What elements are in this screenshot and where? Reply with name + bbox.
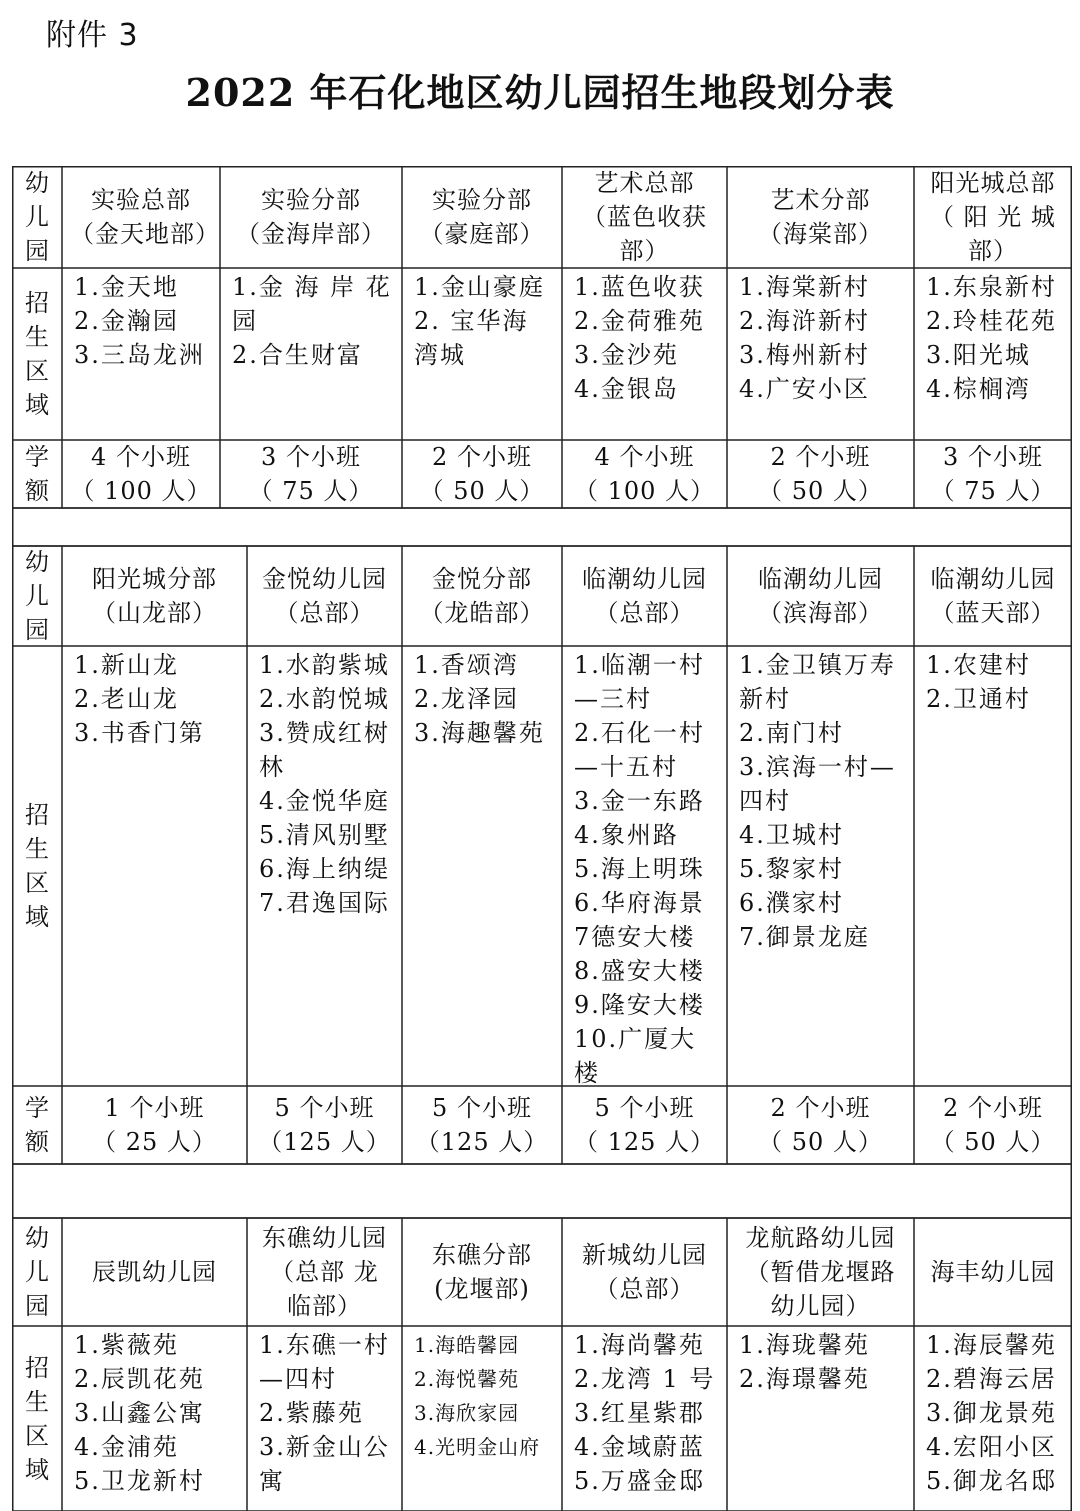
school-name-text: 辰凯幼儿园 xyxy=(92,1258,217,1286)
quota-text: （ 25 人） xyxy=(92,1128,217,1156)
area-list xyxy=(220,268,402,440)
label-area xyxy=(12,1326,62,1511)
area-item: 10.广厦大楼 xyxy=(574,1025,697,1086)
quota-text: （125 人） xyxy=(415,1128,549,1156)
quota-text: 4 个小班 xyxy=(91,443,191,471)
area-item: 2.海璟馨苑 xyxy=(739,1365,870,1393)
label-kindergarten xyxy=(12,1218,62,1326)
area-list xyxy=(727,1326,914,1511)
area-item: 4.金浦苑 xyxy=(74,1433,179,1461)
quota-text: （ 50 人） xyxy=(930,1128,1056,1156)
quota-cell xyxy=(62,1086,247,1164)
school-name-text: 阳光城分部 （山龙部） xyxy=(92,565,217,627)
area-list xyxy=(402,1326,562,1511)
area-item: 1.紫薇苑 xyxy=(74,1331,179,1359)
area-item: 1.金卫镇万寿新村 xyxy=(739,651,896,713)
area-item: 2.碧海云居 xyxy=(926,1365,1057,1393)
area-item: 1.新山龙 xyxy=(74,651,179,679)
area-item: 4.金域蔚蓝 xyxy=(574,1433,705,1461)
label-kindergarten xyxy=(12,546,62,646)
school-name xyxy=(562,546,727,646)
quota-text: 2 个小班 xyxy=(770,443,871,471)
quota-text: （ 75 人） xyxy=(930,477,1056,505)
area-item: 2.合生财富 xyxy=(232,341,363,369)
area-list xyxy=(62,646,247,1086)
area-item: 1.临潮一村—三村 xyxy=(574,651,705,713)
area-list xyxy=(727,268,914,440)
area-list xyxy=(402,268,562,440)
quota-text: （ 50 人） xyxy=(758,1128,883,1156)
area-item: 7.君逸国际 xyxy=(259,889,390,917)
area-item: 1.海辰馨苑 xyxy=(926,1331,1057,1359)
area-item: 2.水韵悦城 xyxy=(259,685,390,713)
quota-cell xyxy=(247,1086,402,1164)
area-item: 2.金瀚园 xyxy=(74,307,179,335)
label-quota xyxy=(12,440,62,508)
school-name-text: 实验分部 （豪庭部） xyxy=(419,186,545,248)
area-item: 5.卫龙新村 xyxy=(74,1467,205,1495)
school-name xyxy=(562,166,727,268)
quota-cell xyxy=(220,440,402,508)
area-item: 1.香颂湾 xyxy=(414,651,519,679)
area-list xyxy=(727,646,914,1086)
area-item: 2.老山龙 xyxy=(74,685,179,713)
area-list xyxy=(562,646,727,1086)
area-item: 3.滨海一村—四村 xyxy=(739,753,896,815)
area-item: 5.黎家村 xyxy=(739,855,844,883)
label-area xyxy=(12,646,62,1086)
area-list xyxy=(62,1326,247,1511)
area-item: 2. 宝华海湾城 xyxy=(414,307,529,369)
quota-text: 4 个小班 xyxy=(594,443,695,471)
school-name xyxy=(62,546,247,646)
label-area-text: 招生区域 xyxy=(24,801,49,931)
quota-cell xyxy=(727,1086,914,1164)
area-list xyxy=(914,646,1072,1086)
label-kindergarten-text: 幼儿园 xyxy=(24,548,49,644)
area-item: 8.盛安大楼 xyxy=(574,957,705,985)
enrollment-table xyxy=(12,166,1072,1511)
area-list xyxy=(62,268,220,440)
area-item: 2.辰凯花苑 xyxy=(74,1365,205,1393)
school-name-text: 海丰幼儿园 xyxy=(930,1258,1056,1286)
school-name-text: 实验分部 （金海岸部） xyxy=(236,186,386,248)
school-name-text: 实验总部 （金天地部） xyxy=(70,186,220,248)
school-name xyxy=(402,546,562,646)
quota-text: 5 个小班 xyxy=(594,1094,695,1122)
area-item: 6.濮家村 xyxy=(739,889,844,917)
quota-text: （125 人） xyxy=(258,1128,391,1156)
area-item: 1.金山豪庭 xyxy=(414,273,545,301)
school-name-text: 东礁分部 (龙堰部) xyxy=(432,1241,532,1303)
school-name-text: 临潮幼儿园 （总部） xyxy=(582,565,707,627)
school-name xyxy=(247,1218,402,1326)
area-item: 3.海趣馨苑 xyxy=(414,719,545,747)
area-item: 3.赞成红树林 xyxy=(259,719,390,781)
quota-text: 5 个小班 xyxy=(274,1094,375,1122)
area-item: 1.金 海 岸 花园 xyxy=(232,273,392,335)
label-quota-text: 学额 xyxy=(24,443,49,505)
area-item: 4.金悦华庭 xyxy=(259,787,390,815)
label-kindergarten-text: 幼儿园 xyxy=(24,169,49,265)
area-item: 4.金银岛 xyxy=(574,375,679,403)
quota-cell xyxy=(562,1086,727,1164)
area-item: 3.金沙苑 xyxy=(574,341,679,369)
area-item: 1.海皓馨园 xyxy=(414,1333,520,1357)
area-item: 2.紫藤苑 xyxy=(259,1399,364,1427)
school-name-text: 临潮幼儿园 （蓝天部） xyxy=(930,565,1056,627)
school-name xyxy=(727,546,914,646)
area-item: 9.隆安大楼 xyxy=(574,991,705,1019)
area-item: 7.御景龙庭 xyxy=(739,923,870,951)
label-area-text: 招生区域 xyxy=(24,1353,49,1484)
school-name xyxy=(220,166,402,268)
quota-text: 3 个小班 xyxy=(943,443,1043,471)
area-item: 3.海欣家园 xyxy=(414,1401,520,1425)
school-name xyxy=(62,1218,247,1326)
attachment-label: 附件 3 xyxy=(46,18,139,53)
school-name xyxy=(402,1218,562,1326)
area-list xyxy=(562,1326,727,1511)
school-name xyxy=(562,1218,727,1326)
area-item: 3.梅州新村 xyxy=(739,341,870,369)
area-item: 1.水韵紫城 xyxy=(259,651,390,679)
school-name-text: 东礁幼儿园 （总部 龙 临部） xyxy=(262,1224,387,1320)
area-item: 4.棕榈湾 xyxy=(926,375,1031,403)
area-item: 4.象州路 xyxy=(574,821,679,849)
area-item: 1.海棠新村 xyxy=(739,273,870,301)
area-item: 1.蓝色收获 xyxy=(574,273,705,301)
area-list xyxy=(247,646,402,1086)
quota-cell xyxy=(402,1086,562,1164)
quota-text: 2 个小班 xyxy=(432,443,532,471)
label-quota xyxy=(12,1086,62,1164)
area-item: 2.玲桂花苑 xyxy=(926,307,1057,335)
area-list xyxy=(914,1326,1072,1511)
area-item: 4.宏阳小区 xyxy=(926,1433,1057,1461)
area-item: 6.华府海景 xyxy=(574,889,705,917)
quota-text: （ 125 人） xyxy=(573,1128,716,1156)
label-kindergarten xyxy=(12,166,62,268)
school-name-text: 龙航路幼儿园 （暂借龙堰路 幼儿园） xyxy=(745,1224,896,1320)
area-item: 3.书香门第 xyxy=(74,719,205,747)
school-name-text: 阳光城总部 （ 阳 光 城 部） xyxy=(930,169,1056,265)
page-title: 2022 年石化地区幼儿园招生地段划分表 xyxy=(185,70,895,115)
area-list xyxy=(914,268,1072,440)
school-name xyxy=(914,546,1072,646)
area-item: 1.海尚馨苑 xyxy=(574,1331,705,1359)
area-item: 3.新金山公寓 xyxy=(259,1433,390,1495)
label-area-text: 招生区域 xyxy=(24,289,49,419)
school-name xyxy=(727,166,914,268)
label-area xyxy=(12,268,62,440)
area-item: 4.广安小区 xyxy=(739,375,870,403)
quota-cell xyxy=(562,440,727,508)
school-name xyxy=(914,1218,1072,1326)
area-item: 5.御龙名邸 xyxy=(926,1467,1057,1495)
school-name-text: 新城幼儿园 （总部） xyxy=(582,1241,707,1303)
quota-text: 2 个小班 xyxy=(943,1094,1043,1122)
school-name xyxy=(402,166,562,268)
school-name-text: 艺术分部 （海棠部） xyxy=(758,186,883,248)
quota-text: （ 50 人） xyxy=(758,477,883,505)
area-item: 3.三岛龙洲 xyxy=(74,341,205,369)
school-name xyxy=(727,1218,914,1326)
quota-cell xyxy=(62,440,220,508)
area-item: 2.海悦馨苑 xyxy=(414,1367,520,1391)
area-item: 3.山鑫公寓 xyxy=(74,1399,205,1427)
label-kindergarten-text: 幼儿园 xyxy=(24,1224,49,1320)
area-list xyxy=(247,1326,402,1511)
area-list xyxy=(402,646,562,1086)
quota-cell xyxy=(914,440,1072,508)
school-name-text: 艺术总部 （蓝色收获 部） xyxy=(582,169,707,265)
area-item: 5.海上明珠 xyxy=(574,855,705,883)
area-item: 5.清风别墅 xyxy=(259,821,390,849)
quota-text: 3 个小班 xyxy=(261,443,361,471)
quota-cell xyxy=(914,1086,1072,1164)
school-name xyxy=(914,166,1072,268)
area-item: 5.万盛金邸 xyxy=(574,1467,705,1495)
quota-text: 1 个小班 xyxy=(104,1094,205,1122)
area-item: 2.龙湾 1 号 xyxy=(574,1365,716,1393)
area-item: 3.金一东路 xyxy=(574,787,705,815)
area-item: 4.光明金山府 xyxy=(414,1435,541,1459)
school-name-text: 临潮幼儿园 （滨海部） xyxy=(758,565,883,627)
school-name-text: 金悦分部 （龙皓部） xyxy=(419,565,545,627)
quota-text: （ 100 人） xyxy=(70,477,212,505)
quota-cell xyxy=(727,440,914,508)
quota-text: （ 75 人） xyxy=(248,477,374,505)
area-item: 1.海珑馨苑 xyxy=(739,1331,870,1359)
area-item: 3.阳光城 xyxy=(926,341,1031,369)
area-item: 6.海上纳缇 xyxy=(259,855,390,883)
area-item: 2.海浒新村 xyxy=(739,307,870,335)
school-name xyxy=(247,546,402,646)
area-item: 1.东礁一村—四村 xyxy=(259,1331,390,1393)
area-list xyxy=(562,268,727,440)
area-item: 2.南门村 xyxy=(739,719,844,747)
school-name-text: 金悦幼儿园 （总部） xyxy=(262,565,387,627)
area-item: 2.石化一村—十五村 xyxy=(574,719,705,781)
area-item: 7德安大楼 xyxy=(574,923,696,951)
area-item: 2.卫通村 xyxy=(926,685,1031,713)
area-item: 1.农建村 xyxy=(926,651,1031,679)
quota-text: （ 100 人） xyxy=(573,477,716,505)
area-item: 2.龙泽园 xyxy=(414,685,519,713)
area-item: 4.卫城村 xyxy=(739,821,844,849)
quota-cell xyxy=(402,440,562,508)
label-quota-text: 学额 xyxy=(24,1094,49,1156)
quota-text: （ 50 人） xyxy=(419,477,545,505)
quota-text: 5 个小班 xyxy=(432,1094,532,1122)
school-name xyxy=(62,166,220,268)
area-item: 1.金天地 xyxy=(74,273,179,301)
area-item: 3.御龙景苑 xyxy=(926,1399,1057,1427)
area-item: 2.金荷雅苑 xyxy=(574,307,705,335)
quota-text: 2 个小班 xyxy=(770,1094,871,1122)
area-item: 3.红星紫郡 xyxy=(574,1399,705,1427)
area-item: 1.东泉新村 xyxy=(926,273,1057,301)
